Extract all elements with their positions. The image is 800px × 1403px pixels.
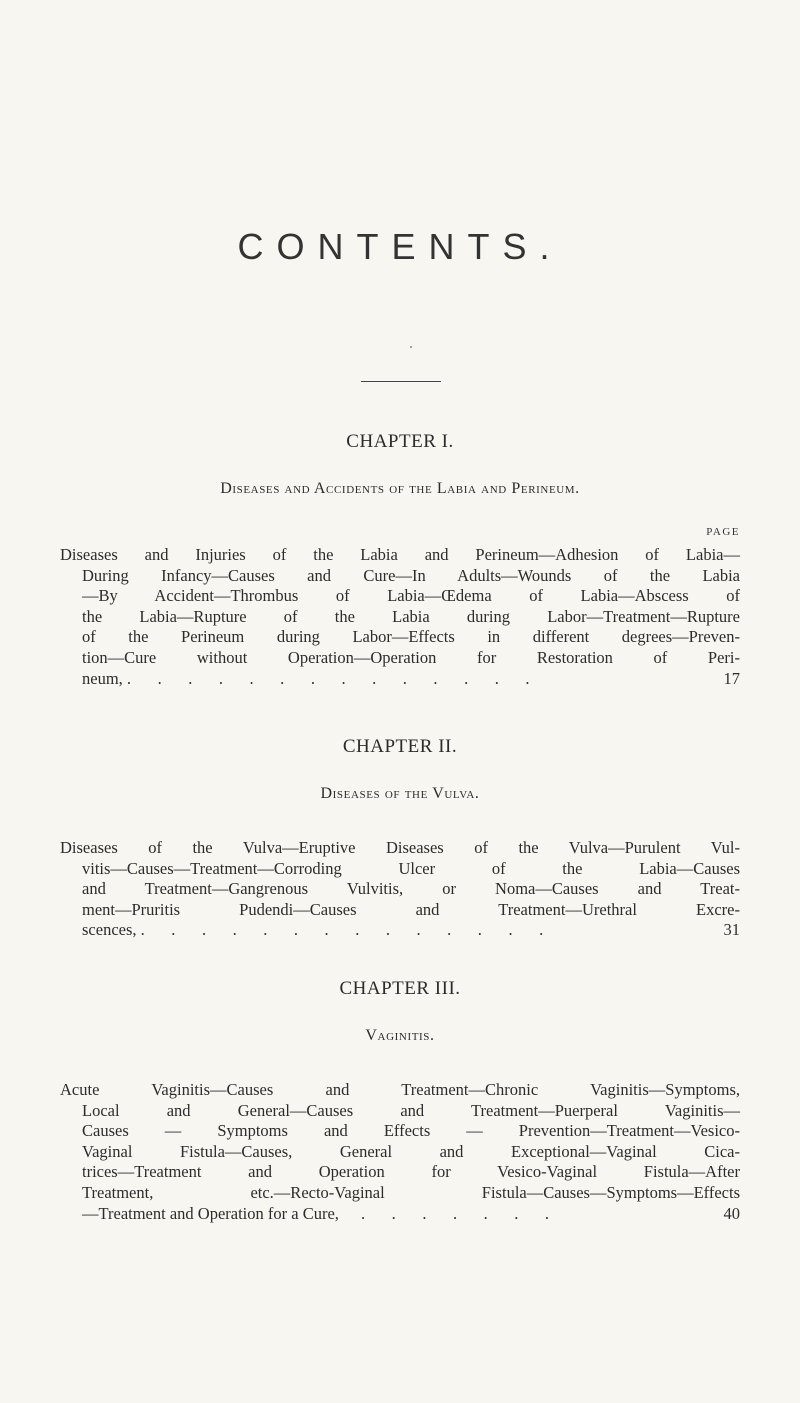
entry-line: ment—Pruritis Pudendi—Causes and Treatment—Urethral Excre- [82, 899, 740, 919]
page-column-label: PAGE [706, 526, 740, 538]
chapter-heading: CHAPTER II. [342, 736, 458, 757]
entry-line: Acute Vaginitis—Causes and Treatment—Chronic Vaginitis—Symptoms, [60, 1080, 740, 1099]
entry-line: tion—Cure without Operation—Operation for Restoration of Peri- [82, 647, 740, 667]
entry-line: Treatment, etc.—Recto-Vaginal Fistula—Causes—Symptoms—Effects [82, 1182, 740, 1202]
entry-last-text: scences, [82, 920, 137, 940]
entry-last-line [60, 669, 740, 690]
entry-last-line [60, 920, 740, 941]
chapter-subtitle: Diseases of the Vulva. [320, 785, 480, 802]
entry-line: Diseases of the Vulva—Eruptive Diseases of the Vulva—Purulent Vul- [60, 838, 740, 857]
entry-line: Local and General—Causes and Treatment—Puerperal Vaginitis— [82, 1100, 740, 1120]
entry-line: During Infancy—Causes and Cure—In Adults—Wounds of the Labia [82, 565, 740, 585]
entry-last-text: —Treatment and Operation for a Cure, [82, 1203, 339, 1223]
entry-line: of the Perineum during Labor—Effects in different degrees—Preven- [82, 627, 740, 647]
entry-line: vitis—Causes—Treatment—Corroding Ulcer of the Labia—Causes [82, 858, 740, 878]
decorative-dot [410, 346, 412, 348]
chapter-subtitle: Vaginitis. [365, 1027, 435, 1044]
dot-leader: . . . . . . . . . . . . . . [126, 668, 541, 688]
entry-line: Diseases and Injuries of the Labia and Perineum—Adhesion of Labia— [60, 545, 740, 564]
chapter-entry [60, 1080, 740, 1224]
title-divider [361, 381, 441, 382]
chapter-subtitle: Diseases and Accidents of the Labia and Perineum. [220, 480, 580, 497]
dot-leader: . . . . . . . . . . . . . . [140, 920, 555, 940]
page-title: CONTENTS. [237, 226, 563, 267]
page-number[interactable]: 31 [723, 920, 740, 940]
chapter-heading: CHAPTER I. [346, 431, 454, 452]
entry-line: Causes — Symptoms and Effects — Prevention—Treatment—Vesico- [82, 1121, 740, 1141]
page-number[interactable]: 17 [723, 668, 740, 688]
entry-line: Vaginal Fistula—Causes, General and Exceptional—Vaginal Cica- [82, 1141, 740, 1161]
chapter-entry [60, 545, 740, 689]
chapter-entry [60, 838, 740, 941]
chapter-1 [60, 431, 740, 688]
chapter-2 [60, 736, 740, 940]
entry-line: the Labia—Rupture of the Labia during Labor—Treatment—Rupture [82, 606, 740, 626]
entry-line: trices—Treatment and Operation for Vesico-Vaginal Fistula—After [82, 1162, 740, 1182]
dot-leader: . . . . . . . [361, 1203, 561, 1223]
entry-line: —By Accident—Thrombus of Labia—Œdema of Labia—Abscess of [82, 586, 740, 606]
chapter-heading: CHAPTER III. [339, 978, 461, 999]
chapter-3 [60, 978, 740, 1223]
entry-last-line [60, 1204, 740, 1225]
page-number[interactable]: 40 [723, 1203, 740, 1223]
entry-last-text: neum, [82, 668, 123, 688]
entry-line: and Treatment—Gangrenous Vulvitis, or Noma—Causes and Treat- [82, 879, 740, 899]
